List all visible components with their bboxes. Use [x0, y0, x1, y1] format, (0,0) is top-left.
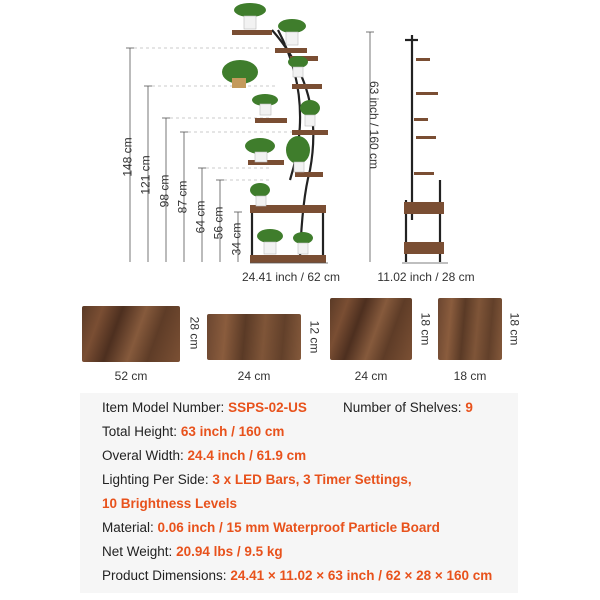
shelf: [295, 172, 323, 177]
spec-shelves: [343, 400, 473, 415]
spec-weight-value: 20.94 lbs / 9.5 kg: [176, 544, 283, 559]
side-width-line: [400, 258, 450, 268]
spec-weight: [102, 544, 283, 559]
height-98: 98 cm: [157, 174, 172, 208]
board-1-width: 52 cm: [114, 369, 148, 383]
spec-material-label: Material:: [102, 520, 154, 535]
shelf: [275, 48, 307, 53]
front-width-line: [240, 258, 330, 268]
board-1-height: 28 cm: [187, 316, 202, 350]
height-34: 34 cm: [229, 222, 244, 256]
specs-panel: [80, 393, 518, 593]
spec-shelves-label: Number of Shelves:: [343, 400, 462, 415]
spec-model-value: SSPS-02-US: [228, 400, 307, 415]
board-24x18: [330, 298, 412, 360]
front-width-label: 24.41 inch / 62 cm: [241, 270, 341, 284]
board-52x28: [82, 306, 180, 362]
plant-icons: [222, 3, 320, 254]
spec-material-value: 0.06 inch / 15 mm Waterproof Particle Board: [157, 520, 440, 535]
board-2-width: 24 cm: [237, 369, 271, 383]
board-24x12: [207, 314, 301, 360]
board-3-height: 18 cm: [418, 312, 433, 346]
spec-model: [102, 400, 307, 415]
board-18x18: [438, 298, 502, 360]
spec-lighting: [102, 472, 412, 487]
shelf: [232, 30, 272, 35]
spec-dimensions: [102, 568, 492, 583]
spec-lighting-2: [102, 496, 237, 511]
board-4-width: 18 cm: [453, 369, 487, 383]
spec-width-label: Overal Width:: [102, 448, 184, 463]
spec-height-value: 63 inch / 160 cm: [180, 424, 285, 439]
shelf: [255, 118, 287, 123]
height-121: 121 cm: [138, 155, 153, 195]
board-2-height: 12 cm: [307, 320, 322, 354]
side-width-label: 11.02 inch / 28 cm: [377, 270, 475, 284]
spec-dimensions-label: Product Dimensions:: [102, 568, 227, 583]
spec-height: [102, 424, 284, 439]
height-56: 56 cm: [211, 206, 226, 240]
side-height-label: 63 inch / 160 cm: [367, 80, 382, 170]
spec-height-label: Total Height:: [102, 424, 178, 439]
board-4-height: 18 cm: [507, 312, 522, 346]
shelf: [292, 130, 328, 135]
spec-shelves-value: 9: [465, 400, 473, 415]
spec-lighting-value-2: 10 Brightness Levels: [102, 496, 238, 511]
spec-lighting-value: 3 x LED Bars, 3 Timer Settings,: [212, 472, 412, 487]
spec-width: [102, 448, 306, 463]
spec-lighting-label: Lighting Per Side:: [102, 472, 209, 487]
spec-weight-label: Net Weight:: [102, 544, 173, 559]
height-148: 148 cm: [120, 137, 135, 177]
spec-model-label: Item Model Number:: [102, 400, 225, 415]
spec-dimensions-value: 24.41 × 11.02 × 63 inch / 62 × 28 × 160 cm: [230, 568, 493, 583]
spec-width-value: 24.4 inch / 61.9 cm: [187, 448, 307, 463]
spec-material: [102, 520, 440, 535]
board-3-width: 24 cm: [354, 369, 388, 383]
height-64: 64 cm: [193, 200, 208, 234]
height-87: 87 cm: [175, 180, 190, 214]
shelf: [292, 84, 322, 89]
